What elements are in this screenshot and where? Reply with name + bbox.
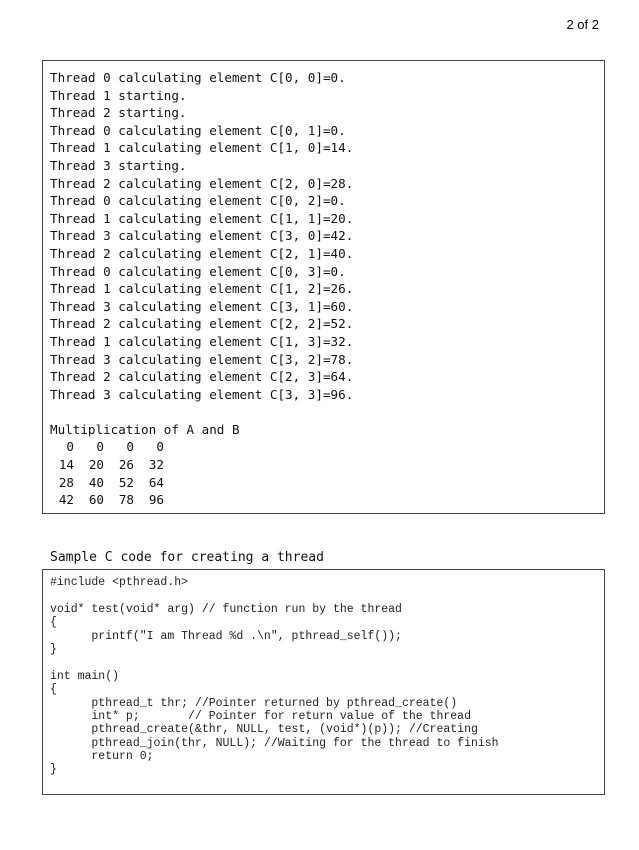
output-line: Thread 3 calculating element C[3, 0]=42. <box>50 228 354 244</box>
code-line: void* test(void* arg) // function run by the thread <box>50 602 402 616</box>
code-line <box>50 589 604 602</box>
output-line: Thread 3 calculating element C[3, 2]=78. <box>50 351 354 367</box>
output-line: Thread 1 calculating element C[1, 1]=20. <box>50 210 354 226</box>
matrix-cell: 32 <box>148 457 164 473</box>
output-spacer <box>50 403 604 421</box>
code-line: { <box>50 683 57 697</box>
output-line: Thread 1 starting. <box>50 87 187 103</box>
output-line: Thread 2 calculating element C[2, 0]=28. <box>50 175 354 191</box>
output-line: Thread 1 calculating element C[1, 0]=14. <box>50 140 354 156</box>
matrix-cell: 42 <box>58 492 74 508</box>
program-output-box <box>42 60 605 514</box>
matrix-title: Multiplication of A and B <box>50 421 240 437</box>
output-line: Thread 0 calculating element C[0, 0]=0. <box>50 70 346 85</box>
code-line: int main() <box>50 669 120 683</box>
code-line: return 0; <box>50 750 154 764</box>
output-line: Thread 1 calculating element C[1, 2]=26. <box>50 281 354 297</box>
output-line: Thread 2 calculating element C[2, 1]=40. <box>50 245 354 261</box>
matrix-cell: 60 <box>88 492 104 508</box>
matrix-cell: 64 <box>148 474 164 490</box>
matrix-cell: 0 <box>96 439 104 455</box>
code-line: #include <pthread.h> <box>50 576 189 589</box>
code-line <box>50 656 604 669</box>
code-line: pthread_create(&thr, NULL, test, (void*)(p)); //Creating <box>50 723 478 737</box>
matrix-row <box>50 456 604 474</box>
output-line: Thread 2 calculating element C[2, 3]=64. <box>50 369 354 385</box>
code-line: printf("I am Thread %d .\n", pthread_self()); <box>50 629 402 643</box>
code-line: pthread_join(thr, NULL); //Waiting for the thread to finish <box>50 736 499 750</box>
matrix-cell: 0 <box>156 439 164 455</box>
output-line: Thread 0 calculating element C[0, 3]=0. <box>50 263 346 279</box>
output-line: Thread 2 calculating element C[2, 2]=52. <box>50 316 354 332</box>
matrix-row <box>50 491 604 509</box>
output-line: Thread 3 calculating element C[3, 1]=60. <box>50 298 354 314</box>
code-line: pthread_t thr; //Pointer returned by pthread_create() <box>50 696 458 710</box>
page-number: 2 of 2 <box>566 17 599 32</box>
matrix-cell: 20 <box>88 457 104 473</box>
output-line: Thread 0 calculating element C[0, 2]=0. <box>50 193 346 209</box>
matrix-cell: 28 <box>58 474 74 490</box>
matrix-cell: 14 <box>58 457 74 473</box>
matrix-cell: 0 <box>126 439 134 455</box>
matrix-row <box>50 438 604 456</box>
code-line: { <box>50 616 57 630</box>
matrix-cell: 96 <box>148 492 164 508</box>
output-line: Thread 3 calculating element C[3, 3]=96. <box>50 386 354 402</box>
code-line: } <box>50 763 57 777</box>
output-line: Thread 1 calculating element C[1, 3]=32. <box>50 333 354 349</box>
matrix-row <box>50 474 604 492</box>
output-line: Thread 0 calculating element C[0, 1]=0. <box>50 122 346 138</box>
code-listing-box <box>42 569 605 795</box>
code-line: int* p; // Pointer for return value of the thread <box>50 709 471 723</box>
output-lines <box>50 69 604 403</box>
matrix-cell: 0 <box>66 439 74 455</box>
result-matrix <box>50 438 604 508</box>
output-line: Thread 2 starting. <box>50 105 187 121</box>
matrix-cell: 52 <box>118 474 134 490</box>
code-line: } <box>50 642 57 656</box>
matrix-cell: 26 <box>118 457 134 473</box>
code-caption: Sample C code for creating a thread <box>50 550 324 565</box>
output-line: Thread 3 starting. <box>50 157 187 173</box>
matrix-cell: 40 <box>88 474 104 490</box>
matrix-cell: 78 <box>118 492 134 508</box>
